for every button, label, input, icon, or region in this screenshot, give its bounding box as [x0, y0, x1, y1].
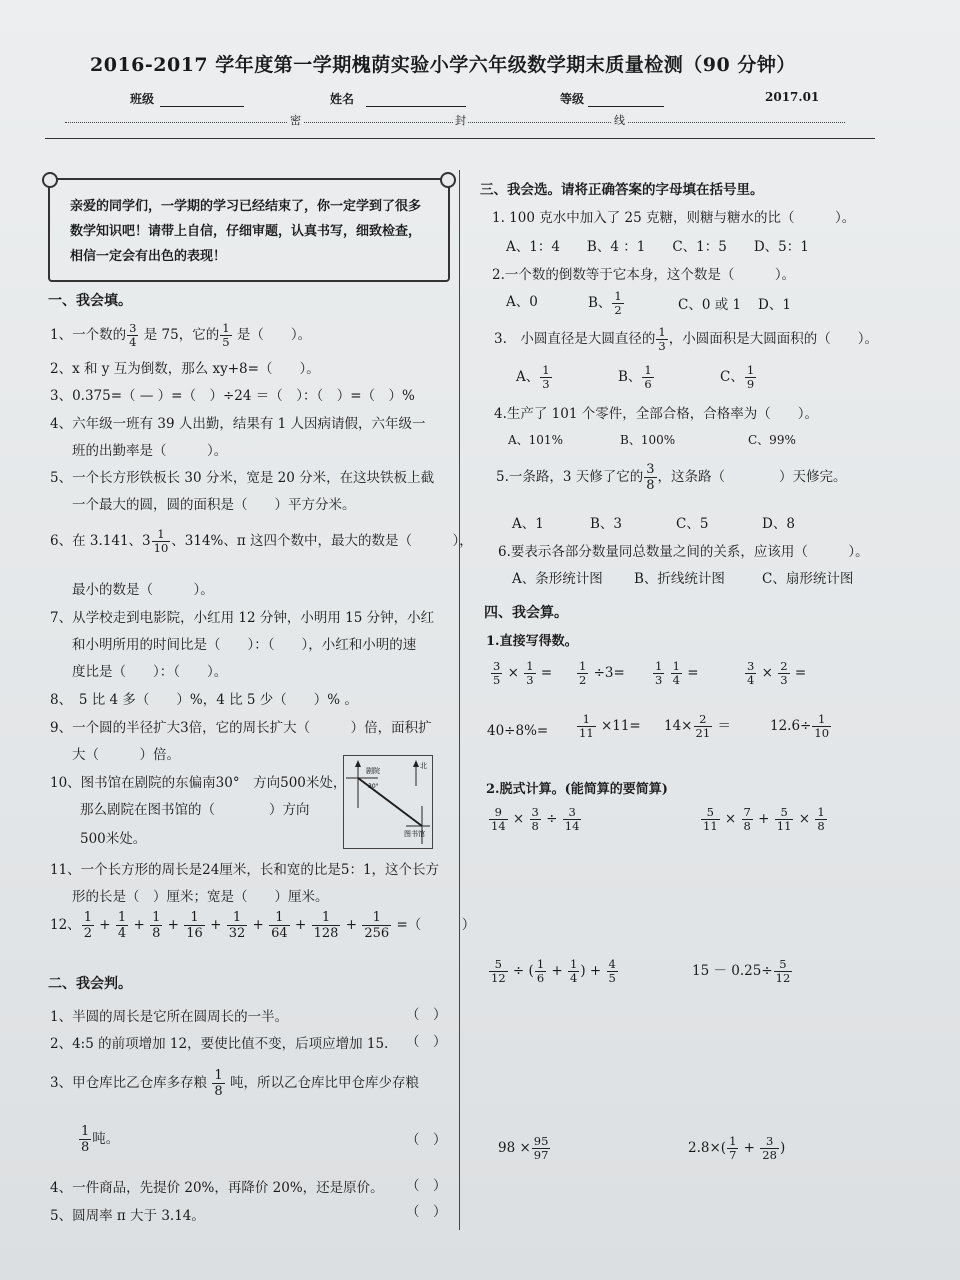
s3-q6-option-c: C、扇形统计图: [762, 571, 854, 587]
header-rule: [45, 138, 875, 139]
s1-q4-line1: 4、六年级一班有 39 人出勤，结果有 1 人因病请假，六年级一: [50, 416, 426, 432]
s3-q5: [496, 462, 847, 493]
fraction: $\frac{3}{8}$: [646, 462, 655, 493]
s1-q6-line2: 最小的数是（ ）。: [72, 582, 214, 598]
calc-1-1: $\frac{3}{5}$ × $\frac{1}{3}$ =: [493, 659, 553, 687]
s3-q5-text-b: ，这条路（ ）天修完。: [657, 469, 847, 485]
s2-q4: 4、一件商品，先提价 20%，再降价 20%，还是原价。: [50, 1180, 384, 1196]
expr-1: $\frac{9}{14}$ × $\frac{3}{8}$ ÷ $\frac{3}{14}$: [491, 805, 580, 833]
fraction: $\frac{1}{3}$: [655, 659, 663, 687]
s3-q3-option-a-label: A、: [516, 369, 540, 385]
s1-q1-text-c: 是（ ）。: [236, 327, 312, 343]
map-angle-label: 30°: [368, 783, 379, 790]
expr-5: [498, 1135, 551, 1162]
s3-q3-text-a: 3. 小圆直径是大圆直径的: [494, 331, 656, 347]
operator: +: [129, 917, 150, 933]
s1-q9-line2: 大（ ）倍。: [72, 747, 180, 763]
s1-q1-text-b: 是 75，它的: [143, 327, 220, 343]
operator: +: [205, 917, 226, 933]
s1-q1: [50, 322, 311, 349]
class-label: 班级: [130, 92, 155, 106]
fraction: $\frac{1}{3}$: [526, 659, 534, 687]
fraction: $\frac{3}{14}$: [564, 805, 580, 833]
s3-q3-option-a: [516, 364, 553, 391]
calc-2-4: [770, 713, 832, 740]
intro-scroll: [48, 178, 450, 282]
fraction: $\frac{7}{8}$: [743, 805, 751, 833]
calc-2-2: [576, 713, 641, 740]
calc-1-4: $\frac{3}{4}$ × $\frac{2}{3}$ =: [747, 659, 807, 687]
fraction: $\frac{1}{6}$: [536, 957, 545, 985]
s2-q3-line2: [78, 1124, 119, 1155]
fraction: $\frac{3}{8}$: [531, 805, 539, 833]
s1-q9-line1: 9、一个圆的半径扩大3倍，它的周长扩大（ ）倍，面积扩: [50, 720, 432, 736]
s3-q6-option-a: A、条形统计图: [512, 571, 603, 587]
calc-2-3: [664, 713, 731, 740]
s2-q3-tail: 吨，所以乙仓库比甲仓库少存粮: [229, 1075, 419, 1091]
calc-2-3-equals: ＝: [717, 718, 731, 734]
fraction: $\frac{1}{7}$: [729, 1134, 737, 1162]
fraction: $\frac{5}{11}$: [703, 805, 718, 833]
fraction: $\frac{3}{28}$: [762, 1134, 777, 1162]
s2-q1-bracket[interactable]: （ ）: [406, 1007, 447, 1023]
seal-char-3: 线: [614, 114, 625, 127]
s2-q3-bracket[interactable]: （ ）: [406, 1132, 447, 1148]
calc-1-2: $\frac{1}{2}$ ÷3=: [579, 659, 625, 687]
fraction: $\frac{2}{3}$: [780, 659, 788, 687]
s3-q5-option-b: B、3: [590, 516, 623, 532]
fraction: $\frac{3}{4}$: [129, 321, 137, 349]
operator: +: [163, 917, 184, 933]
s3-q2-option-b: [588, 290, 625, 317]
fraction: $\frac{1}{3}$: [542, 363, 550, 391]
map-north-label: 北: [420, 762, 427, 770]
fraction: $\frac{1}{4}$: [672, 659, 680, 687]
fraction: $\frac{1}{2}$: [579, 659, 587, 687]
s1-q12-fraction-sum: [81, 910, 397, 941]
s3-q3-option-b-label: B、: [618, 369, 642, 385]
s3-q6: 6.要表示各部分数量同总数量之间的关系，应该用（ ）。: [498, 544, 869, 560]
s3-q2-option-b-label: B、: [588, 295, 612, 311]
s3-q6-option-b: B、折线统计图: [634, 571, 725, 587]
map-theater-label: 剧院: [366, 767, 380, 775]
s2-q3: [50, 1068, 419, 1099]
s3-q2-option-d: D、1: [758, 297, 791, 313]
fraction: $\frac{3}{5}$: [493, 659, 501, 687]
fraction: $\frac{1}{11}$: [579, 712, 594, 740]
s3-q3-option-c: [720, 364, 757, 391]
s1-q10-line2: 那么剧院在图书馆的（ ）方向: [80, 802, 310, 818]
s1-q11-line2: 形的长是（ ）厘米；宽是（ ）厘米。: [72, 889, 329, 905]
s3-q4-option-a: A、101%: [508, 433, 563, 447]
expr-6-text: 2.8×(: [688, 1140, 727, 1156]
s1-q10-line1: 10、图书馆在剧院的东偏南30° 方向500米处，: [50, 775, 347, 791]
s3-q2-option-a: A、0: [506, 294, 538, 310]
fraction: $\frac{3}{4}$: [747, 659, 755, 687]
name-field[interactable]: [330, 90, 466, 107]
fraction: $\frac{1}{8}$: [152, 910, 161, 941]
s3-q5-option-d: D、8: [762, 516, 795, 532]
fraction: $\frac{9}{14}$: [491, 805, 506, 833]
s1-q6-line1: [50, 528, 473, 555]
expr-4: [692, 958, 793, 985]
operator: +: [290, 917, 311, 933]
fraction: $\frac{1}{2}$: [83, 910, 92, 941]
s3-q4-option-b: B、100%: [620, 433, 676, 447]
s1-q6-text-b: 、314%、π 这四个数中，最大的数是（ ），: [171, 533, 473, 549]
s1-q6-text-a: 6、在 3.141、3: [50, 533, 151, 549]
fraction: $\frac{5}{12}$: [491, 957, 506, 985]
s1-q12-answer: =（ ）: [396, 917, 476, 933]
operator: +: [248, 917, 269, 933]
s3-q3-option-b: [618, 364, 655, 391]
s1-q5-line1: 5、一个长方形铁板长 30 分米，宽是 20 分米，在这块铁板上截: [50, 470, 435, 486]
s1-q8: 8、 5 比 4 多（ ）%，4 比 5 少（ ）% 。: [50, 692, 358, 708]
grade-field[interactable]: [560, 90, 664, 107]
fraction: $\frac{5}{11}$: [776, 805, 792, 833]
expr-6-close: ): [779, 1140, 786, 1156]
fraction: $\frac{1}{8}$: [81, 1124, 90, 1155]
s1-q4-line2: 班的出勤率是（ ）。: [72, 443, 228, 459]
s1-q11-line1: 11、一个长方形的周长是24厘米，长和宽的比是5：1，这个长方: [50, 862, 440, 878]
section1-title: 一、我会填。: [48, 293, 132, 309]
s1-q1-text-a: 1、一个数的: [50, 327, 127, 343]
s1-q5-line2: 一个最大的圆，圆的面积是（ ）平方分米。: [72, 497, 356, 513]
s2-q3-text: 3、甲仓库比乙仓库多存粮: [50, 1075, 208, 1091]
section4-sub1: 1.直接写得数。: [486, 634, 578, 649]
seal-char-2: 封: [455, 114, 466, 127]
operator: +: [94, 917, 115, 933]
operator: +: [341, 917, 362, 933]
s3-q1-options: A、1：4 B、4 ：1 C、1：5 D、5：1: [506, 239, 809, 255]
s2-q2: 2、4:5 的前项增加 12，要使比值不变，后项应增加 15.: [50, 1036, 389, 1052]
s2-q3-line2-text: 吨。: [92, 1131, 120, 1147]
s3-q5-option-c: C、5: [676, 516, 709, 532]
s2-q2-bracket[interactable]: （ ）: [406, 1034, 447, 1050]
s3-q5-option-a: A、1: [512, 516, 544, 532]
s1-q2: 2、x 和 y 互为倒数，那么 xy+8=（ ）。: [50, 361, 320, 377]
fraction: $\frac{1}{128}$: [313, 910, 339, 941]
s1-q7-line3: 度比是（ ）：（ ）。: [72, 664, 228, 680]
fraction: $\frac{1}{32}$: [228, 910, 246, 941]
fraction: $\frac{1}{4}$: [570, 957, 578, 985]
calc-2-4-text: 12.6÷: [770, 718, 812, 734]
fraction: $\frac{2}{21}$: [695, 712, 711, 740]
fraction: $\frac{1}{8}$: [817, 805, 825, 833]
fraction: $\frac{1}{10}$: [814, 712, 830, 740]
calc-2-1: 40÷8%=: [487, 723, 549, 739]
fraction: $\frac{1}{64}$: [271, 910, 288, 941]
calc-2-3-text: 14×: [664, 718, 693, 734]
section2-title: 二、我会判。: [48, 976, 132, 992]
grade-label: 等级: [560, 92, 585, 106]
expr-2: $\frac{5}{11}$ × $\frac{7}{8}$ + $\frac{5}{11}$ × $\frac{1}{8}$: [703, 805, 825, 833]
s1-q7-line2: 和小明所用的时间比是（ ）：（ ），小红和小明的速: [72, 637, 417, 653]
s3-q3-text-b: ，小圆面积是大圆面积的（ ）。: [668, 331, 878, 347]
exam-date: 2017.01: [765, 90, 820, 104]
expr-5-text: 98 ×: [498, 1140, 531, 1156]
fraction: $\frac{4}{5}$: [608, 957, 616, 985]
fraction: $\frac{1}{10}$: [153, 527, 169, 555]
section4-title: 四、我会算。: [484, 605, 568, 621]
s3-q3: [494, 326, 878, 353]
s2-q5-bracket[interactable]: （ ）: [406, 1204, 447, 1220]
fraction: $\frac{5}{12}$: [775, 957, 791, 985]
expr-4-text: 15 － 0.25÷: [692, 963, 773, 979]
section3-title: 三、我会选。请将正确答案的字母填在括号里。: [480, 182, 764, 198]
fraction: $\frac{1}{16}$: [186, 910, 203, 941]
map-library-label: 图书馆: [404, 830, 425, 838]
calc-2-2-text: ×11=: [600, 718, 641, 734]
fraction: $\frac{1}{256}$: [364, 910, 390, 941]
s2-q5: 5、圆周率 π 大于 3.14。: [50, 1208, 205, 1224]
s2-q1: 1、半圆的周长是它所在圆周长的一半。: [50, 1009, 289, 1025]
direction-map: [343, 755, 433, 849]
seal-char-1: 密: [290, 114, 301, 127]
s1-q3: 3、0.375=（ — ）=（ ）÷24 ＝（ ）：（ ）=（ ）%: [50, 388, 415, 404]
column-divider: [459, 170, 460, 1230]
s3-q3-option-c-label: C、: [720, 369, 744, 385]
s1-q12: [50, 910, 475, 941]
name-label: 姓名: [330, 92, 355, 106]
s2-q4-bracket[interactable]: （ ）: [406, 1178, 447, 1194]
s1-q10-line3: 500米处。: [80, 831, 147, 847]
exam-title: 2016-2017 学年度第一学期槐荫实验小学六年级数学期末质量检测（90 分钟）: [90, 54, 796, 76]
expr-6: 2.8×( $\frac{1}{7}$ + $\frac{3}{28}$ ): [688, 1134, 786, 1162]
section4-sub2: 2.脱式计算。(能简算的要简算): [486, 782, 668, 797]
fraction: $\frac{95}{97}$: [533, 1134, 549, 1162]
intro-text: 亲爱的同学们，一学期的学习已经结束了，你一定学到了很多数学知识吧！请带上自信，仔细审题，认真书写，细致检查，相信一定会有出色的表现！: [70, 199, 422, 264]
fraction: $\frac{1}{8}$: [214, 1068, 223, 1099]
fraction: $\frac{1}{6}$: [644, 363, 652, 391]
fraction: $\frac{1}{4}$: [117, 910, 127, 941]
direction-map-svg: [344, 756, 432, 848]
s3-q5-text-a: 5.一条路，3 天修了它的: [496, 469, 644, 485]
s3-q2-option-c: C、0 或 1: [678, 297, 742, 313]
calc-1-3: $\frac{1}{3}$ $\frac{1}{4}$ =: [655, 659, 699, 687]
fraction: $\frac{1}{2}$: [614, 289, 622, 317]
class-field[interactable]: [130, 90, 244, 107]
fraction: $\frac{1}{3}$: [658, 325, 666, 353]
s3-q4: 4.生产了 101 个零件，全部合格，合格率为（ ）。: [494, 406, 818, 422]
s1-q12-label: 12、: [50, 917, 81, 933]
s3-q1: 1. 100 克水中加入了 25 克糖，则糖与糖水的比（ ）。: [492, 210, 856, 226]
s3-q4-option-c: C、99%: [748, 433, 796, 447]
expr-3: $\frac{5}{12}$ ÷ ( $\frac{1}{6}$ + $\frac{1}{4}$ ) + $\frac{4}{5}$: [491, 957, 616, 985]
fraction: $\frac{1}{9}$: [746, 363, 755, 391]
fraction: $\frac{1}{5}$: [222, 321, 230, 349]
s1-q7-line1: 7、从学校走到电影院，小红用 12 分钟，小明用 15 分钟，小红: [50, 610, 435, 626]
s3-q2: 2.一个数的倒数等于它本身，这个数是（ ）。: [492, 267, 796, 283]
